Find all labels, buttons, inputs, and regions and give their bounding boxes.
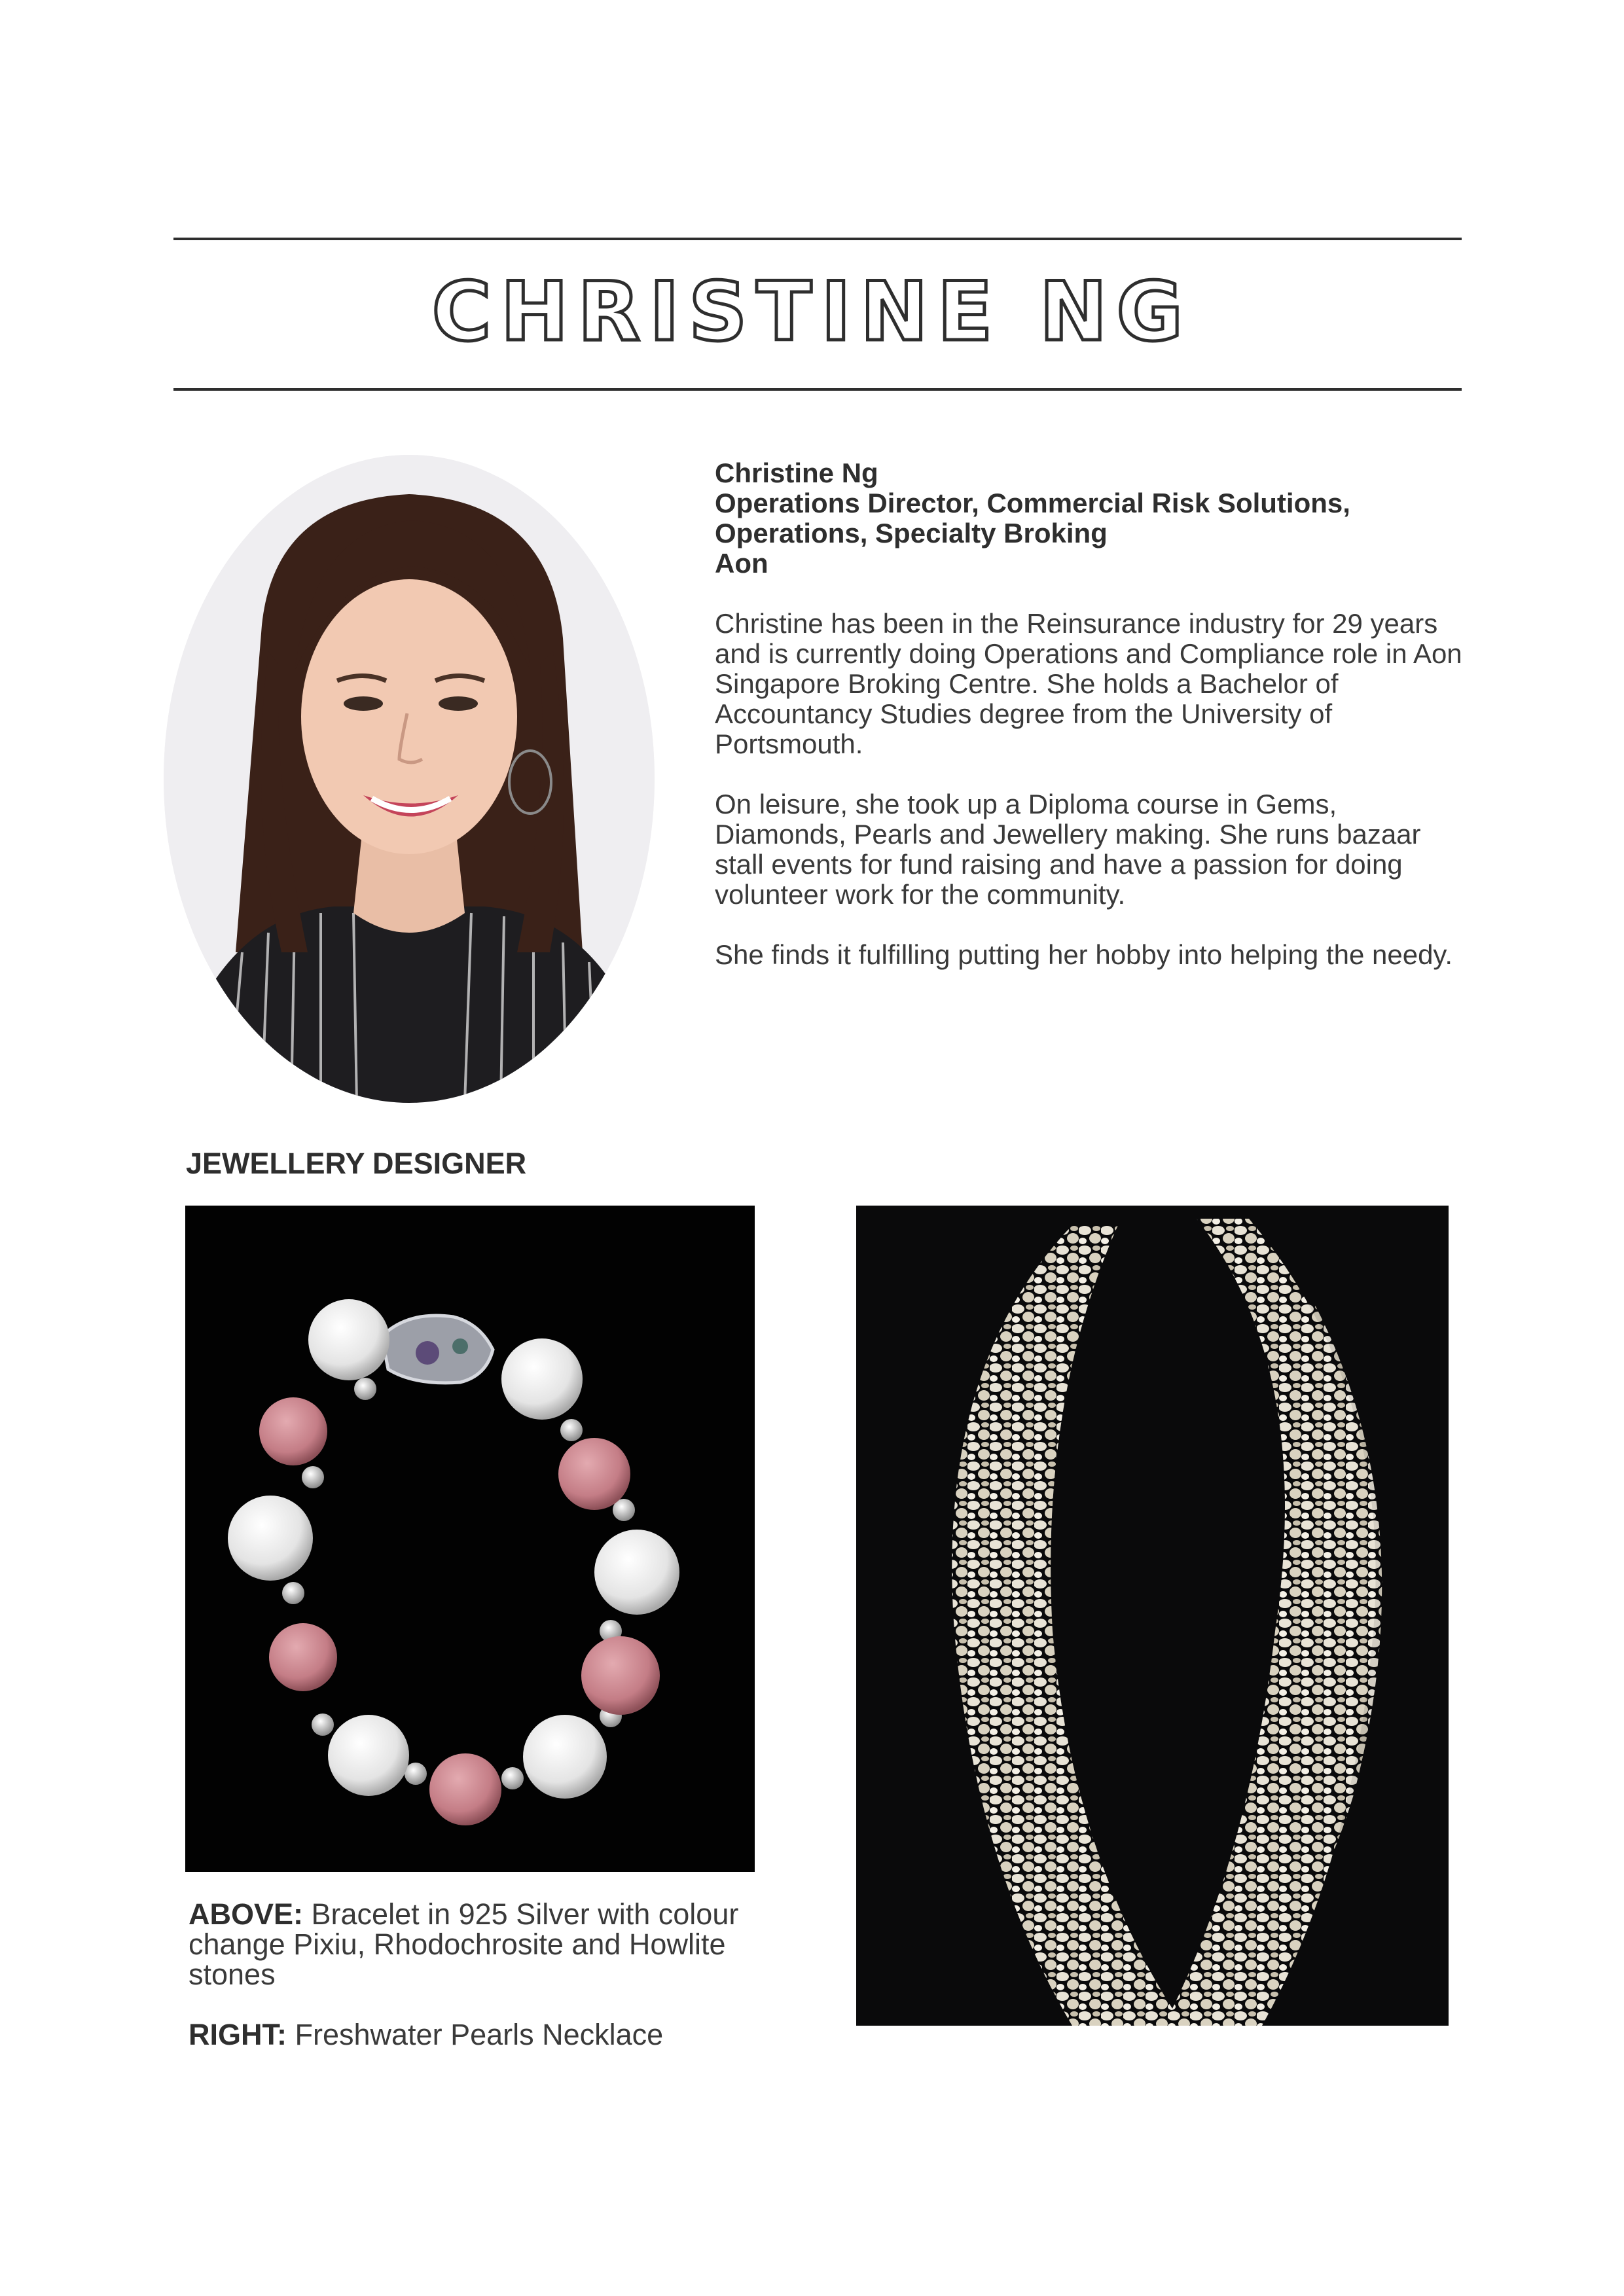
title-rule-top: [173, 238, 1462, 240]
portrait-photo: [164, 455, 655, 1103]
caption-above-label: ABOVE:: [189, 1897, 304, 1931]
bracelet-photo: [185, 1206, 755, 1872]
bio-paragraph-leisure: On leisure, she took up a Diploma course in Gems, Diamonds, Pearls and Jewellery making. She runs bazaar stall events for fund raising and have a passion for doing volunteer work for the community.: [715, 789, 1421, 910]
section-heading: JEWELLERY DESIGNER: [186, 1147, 527, 1180]
profile-department: Operations, Specialty Broking: [715, 518, 1108, 548]
captions: [189, 1899, 765, 2080]
caption-right: [189, 2020, 765, 2050]
bio-block: [715, 458, 1468, 970]
profile-position: Operations Director, Commercial Risk Solutions,: [715, 488, 1350, 518]
caption-right-text: Freshwater Pearls Necklace: [287, 2018, 664, 2051]
profile-company: Aon: [715, 548, 768, 579]
caption-above: [189, 1899, 765, 1990]
profile-name: Christine Ng: [715, 457, 878, 488]
caption-above-text: Bracelet in 925 Silver with colour change Pixiu, Rhodochrosite and Howlite stones: [189, 1897, 739, 1991]
bio-paragraph-hobby: She finds it fulfilling putting her hobby into helping the needy.: [715, 939, 1453, 970]
title-rule-bottom: [173, 388, 1462, 391]
caption-right-label: RIGHT:: [189, 2018, 287, 2051]
necklace-photo: [856, 1206, 1449, 2026]
page-title: CHRISTINE NG: [431, 265, 1193, 359]
bio-paragraph-career: Christine has been in the Reinsurance industry for 29 years and is currently doing Operations and Compliance role in Aon Singapore Broking Centre. She holds a Bachelor of Accountancy Studies degree from the University of Portsmouth.: [715, 608, 1462, 759]
